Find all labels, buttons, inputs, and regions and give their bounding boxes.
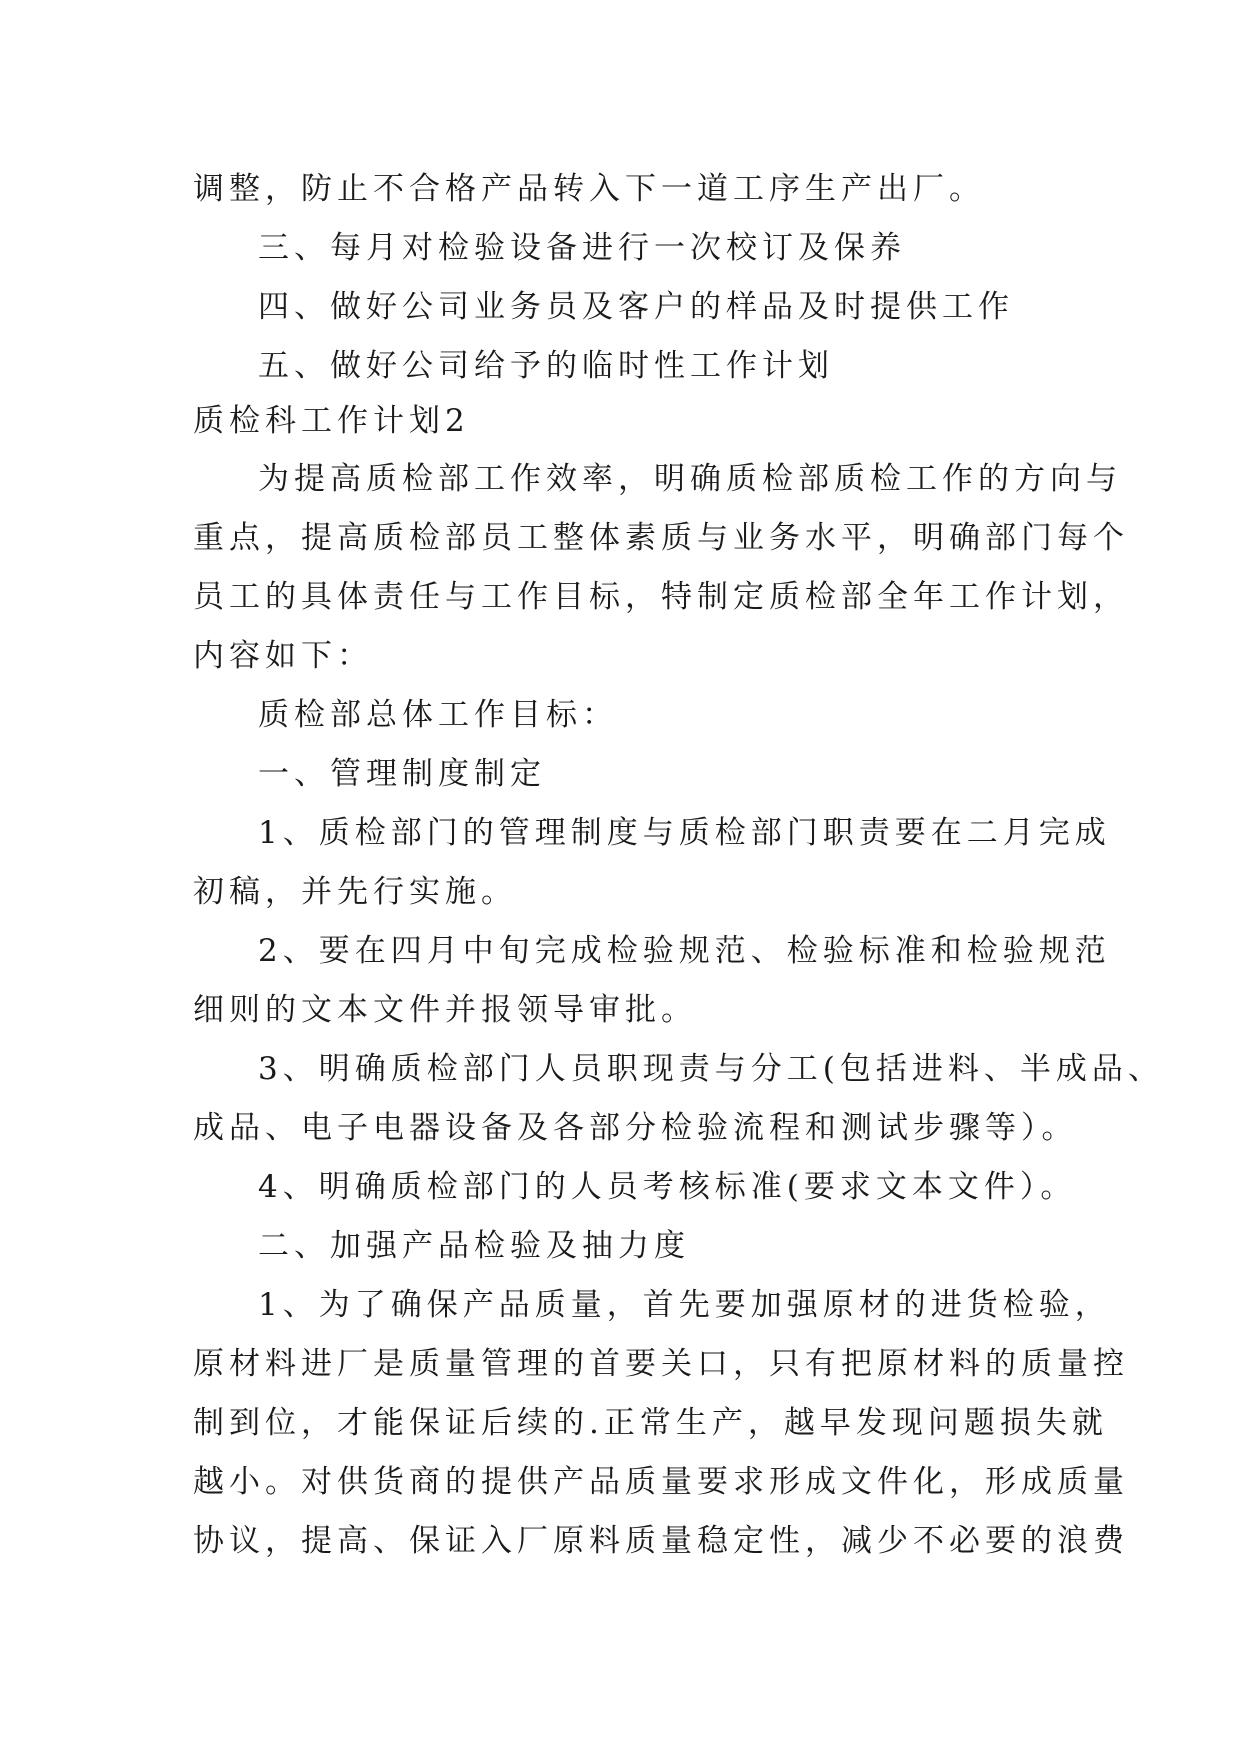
paragraph-line: 初稿，并先行实施。: [193, 874, 517, 910]
paragraph-line: 三、每月对检验设备进行一次校订及保养: [258, 230, 906, 266]
paragraph-line: 五、做好公司给予的临时性工作计划: [258, 348, 834, 384]
paragraph-line: 员工的具体责任与工作目标，特制定质检部全年工作计划，: [193, 579, 1129, 615]
section-title: 质检科工作计划2: [193, 403, 470, 439]
paragraph-line: 2、要在四月中旬完成检验规范、检验标准和检验规范: [258, 933, 1111, 969]
paragraph-line: 质检部总体工作目标：: [258, 697, 618, 733]
paragraph-line: 内容如下：: [193, 638, 373, 674]
paragraph-line: 二、加强产品检验及抽力度: [258, 1228, 690, 1264]
paragraph-line: 4、明确质检部门的人员考核标准(要求文本文件）。: [258, 1169, 1077, 1205]
paragraph-line: 协议，提高、保证入厂原料质量稳定性，减少不必要的浪费: [193, 1523, 1129, 1559]
paragraph-line: 为提高质检部工作效率，明确质检部质检工作的方向与: [258, 461, 1122, 497]
paragraph-line: 重点，提高质检部员工整体素质与业务水平，明确部门每个: [193, 520, 1129, 556]
paragraph-line: 调整，防止不合格产品转入下一道工序生产出厂。: [193, 171, 985, 207]
paragraph-line: 细则的文本文件并报领导审批。: [193, 992, 697, 1028]
paragraph-line: 一、管理制度制定: [258, 756, 546, 792]
paragraph-line: 1、质检部门的管理制度与质检部门职责要在二月完成: [258, 815, 1111, 851]
paragraph-line: 四、做好公司业务员及客户的样品及时提供工作: [258, 289, 1014, 325]
paragraph-line: 3、明确质检部门人员职现责与分工(包括进料、半成品、: [258, 1051, 1164, 1087]
document-body: [193, 160, 1164, 1571]
paragraph-line: 原材料进厂是质量管理的首要关口，只有把原材料的质量控: [193, 1346, 1129, 1382]
paragraph-line: 越小。对供货商的提供产品质量要求形成文件化，形成质量: [193, 1464, 1129, 1500]
paragraph-line: 制到位，才能保证后续的.正常生产，越早发现问题损失就: [193, 1405, 1108, 1441]
paragraph-line: 成品、电子电器设备及各部分检验流程和测试步骤等）。: [193, 1110, 1078, 1146]
paragraph-line: 1、为了确保产品质量，首先要加强原材的进货检验，: [258, 1287, 1111, 1323]
